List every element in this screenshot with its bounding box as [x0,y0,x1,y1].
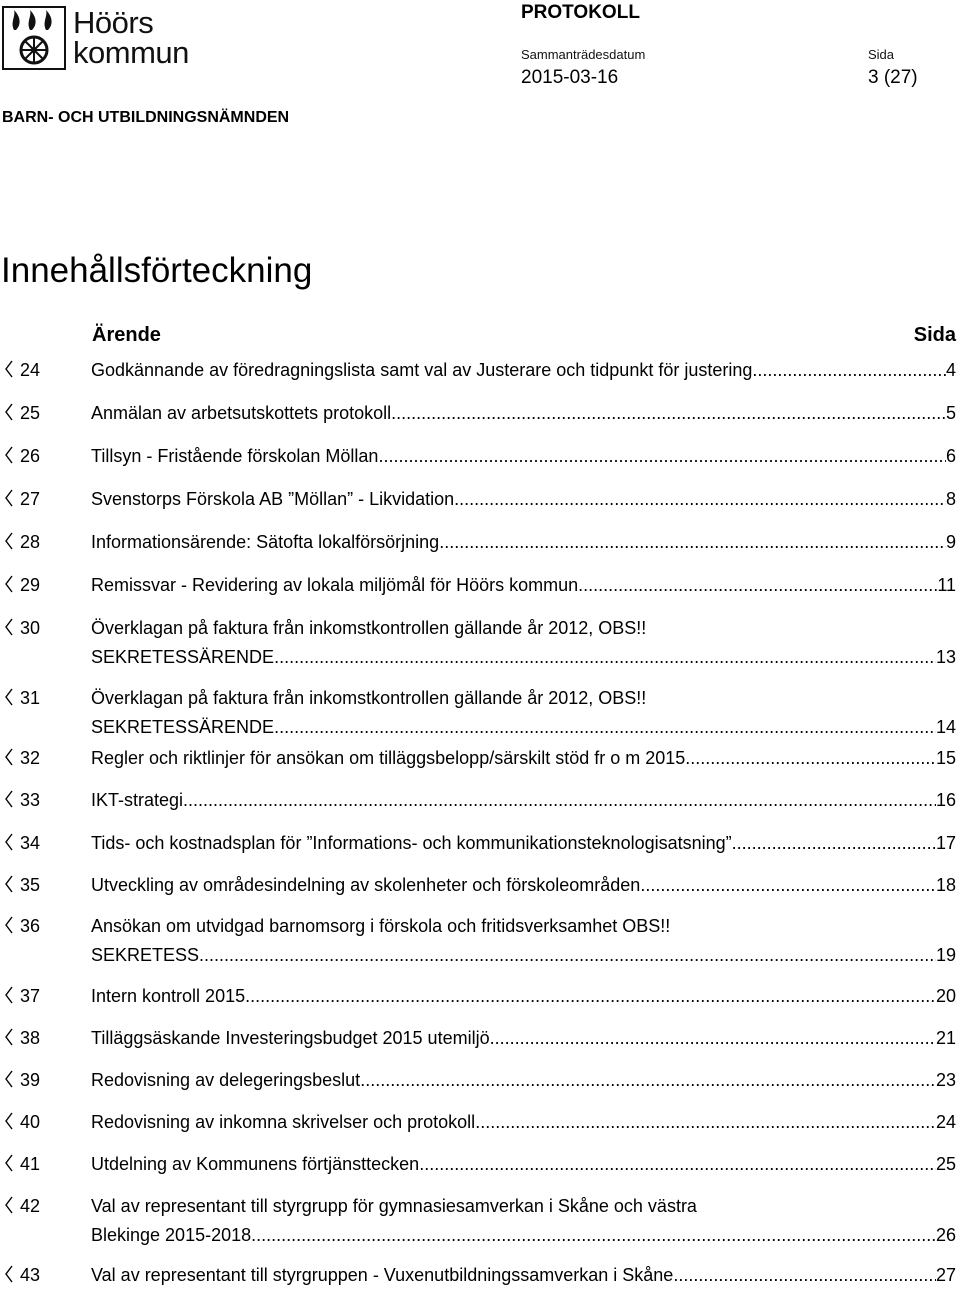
toc-entry-line [91,402,956,424]
toc-entry-page: 17 [935,833,956,853]
toc-entry-title: Svenstorps Förskola AB ”Möllan” - Likvidation [91,489,455,509]
toc-bracket-icon [2,874,14,914]
toc-bracket-icon [2,789,14,829]
toc-entry-page: 14 [935,717,956,737]
toc-entry-number: 29 [20,575,41,595]
toc-entry[interactable] [0,985,960,1005]
toc-entry-title: Utdelning av Kommunens förtjänsttecken [91,1154,420,1174]
toc-dot-leader [360,1069,936,1091]
toc-entry-page: 4 [945,360,956,380]
toc-bracket-icon [2,1069,14,1109]
toc-entry-page: 25 [935,1154,956,1174]
toc-entry-title: Godkännande av föredragningslista samt val av Justerare och tidpunkt för justering [91,360,753,380]
toc-bracket-icon [2,574,14,614]
toc-dot-leader [419,1153,936,1175]
toc-dot-leader [274,716,936,738]
toc-entry-page: 24 [935,1112,956,1132]
toc-entry-number: 36 [20,916,41,936]
document-type: PROTOKOLL [521,2,640,23]
toc-entry[interactable] [0,687,960,737]
toc-dot-leader [475,1111,936,1133]
toc-entry-title: Tids- och kostnadsplan för ”Informations- och kommunikationsteknologisatsning” [91,833,732,853]
toc-entry-line-continued [91,1195,956,1217]
toc-entry-line [91,944,956,966]
toc-entry-title: Informationsärende: Sätofta lokalförsörjning [91,532,440,552]
toc-entry-line [91,1111,956,1133]
toc-dot-leader [245,985,936,1007]
toc-dot-leader [583,574,937,596]
toc-entry-line [91,531,956,553]
toc-entry-page: 15 [935,748,956,768]
toc-entry-number: 42 [20,1196,41,1216]
toc-entry-page: 21 [935,1028,956,1048]
toc-entry-title: SEKRETESS [91,945,200,965]
toc-dot-leader [378,445,946,467]
toc-dot-leader [274,646,936,668]
toc-entry-page: 5 [945,403,956,423]
toc-entry-title: Redovisning av delegeringsbeslut [91,1070,361,1090]
toc-entry[interactable] [0,1069,960,1089]
toc-entry-line [91,1027,956,1049]
toc-bracket-icon [2,687,14,727]
toc-entry-line-continued [91,687,956,709]
toc-entry-line [91,874,956,896]
toc-entry-number: 40 [20,1112,41,1132]
page-value: 3 (27) [868,67,918,88]
toc-entry-title: Blekinge 2015-2018 [91,1225,252,1245]
toc-entry-page: 26 [935,1225,956,1245]
toc-entry-page: 11 [937,575,956,595]
toc-entry-line [91,1153,956,1175]
toc-bracket-icon [2,1027,14,1067]
toc-entry-title: Överklagan på faktura från inkomstkontrollen gällande år 2012, OBS!! [91,618,647,638]
toc-entry-title: Remissvar - Revidering av lokala miljömål för Höörs kommun. [91,575,584,595]
toc-entry[interactable] [0,531,960,551]
column-header-page: Sida [913,324,956,346]
toc-entry[interactable] [0,488,960,508]
toc-bracket-icon [2,1111,14,1151]
toc-entry-title: SEKRETESSÄRENDE [91,647,275,667]
column-header-subject: Ärende [92,324,161,346]
toc-entry-number: 31 [20,688,41,708]
toc-dot-leader [391,402,946,424]
toc-bracket-icon [2,531,14,571]
toc-entry-number: 38 [20,1028,41,1048]
toc-entry-line [91,445,956,467]
toc-entry[interactable] [0,574,960,594]
hoor-kommun-logo [0,4,215,72]
toc-entry-title: Val av representant till styrgrupp för gymnasiesamverkan i Skåne och västra [91,1196,697,1216]
toc-dot-leader [752,359,946,381]
toc-entry-title: Utveckling av områdesindelning av skolenheter och förskoleområden [91,875,641,895]
toc-entry-line [91,359,956,381]
toc-entry[interactable] [0,874,960,894]
meeting-date-value: 2015-03-16 [521,67,619,88]
toc-entry-number: 37 [20,986,41,1006]
toc-entry-number: 27 [20,489,41,509]
toc-entry-line [91,488,956,510]
toc-dot-leader [685,747,936,769]
toc-bracket-icon [2,985,14,1025]
toc-entry-line [91,646,956,668]
toc-entry-page: 23 [935,1070,956,1090]
toc-entry[interactable] [0,445,960,465]
toc-entry-number: 43 [20,1265,41,1285]
board-name: BARN- OCH UTBILDNINGSNÄMNDEN [2,109,290,126]
logo-line-2: kommun [73,35,189,70]
toc-entry-number: 24 [20,360,41,380]
meeting-date-label: Sammanträdesdatum [521,47,646,62]
toc-entry-page: 8 [945,489,956,509]
toc-entry-page: 13 [935,647,956,667]
toc-dot-leader [439,531,946,553]
toc-entry[interactable] [0,617,960,667]
toc-entry-title: IKT-strategi [91,790,184,810]
toc-entry-line [91,985,956,1007]
toc-entry-title: Ansökan om utvidgad barnomsorg i förskola och fritidsverksamhet OBS!! [91,916,671,936]
page-label: Sida [868,47,895,62]
toc-entry[interactable] [0,402,960,422]
toc-entry-page: 18 [935,875,956,895]
toc-bracket-icon [2,617,14,657]
toc-bracket-icon [2,402,14,442]
toc-bracket-icon [2,359,14,399]
toc-bracket-icon [2,1264,14,1304]
toc-bracket-icon [2,1153,14,1193]
toc-dot-leader [183,789,936,811]
toc-entry-title: Val av representant till styrgruppen - Vuxenutbildningssamverkan i Skåne [91,1265,674,1285]
toc-entry-page: 16 [935,790,956,810]
toc-entry-line [91,1224,956,1246]
toc-entry-title: Redovisning av inkomna skrivelser och protokoll [91,1112,476,1132]
toc-entry[interactable] [0,1153,960,1173]
toc-entry-title: Tillsyn - Fristående förskolan Möllan [91,446,379,466]
toc-entry-line [91,832,956,854]
toc-bracket-icon [2,488,14,528]
toc-entry[interactable] [0,359,960,379]
toc-entry-title: Intern kontroll 2015 [91,986,246,1006]
toc-dot-leader [673,1264,936,1286]
toc-bracket-icon [2,445,14,485]
toc-entry-line [91,1069,956,1091]
toc-entry[interactable] [0,832,960,852]
toc-entry-title: Tilläggsäskande Investeringsbudget 2015 utemiljö [91,1028,490,1048]
toc-entry-number: 33 [20,790,41,810]
toc-entry-page: 6 [945,446,956,466]
toc-dot-leader [199,944,936,966]
toc-entry-line-continued [91,617,956,639]
toc-entry-number: 41 [20,1154,41,1174]
toc-entry-page: 19 [935,945,956,965]
toc-dot-leader [640,874,936,896]
toc-entry-number: 28 [20,532,41,552]
toc-dot-leader [251,1224,936,1246]
municipal-coat-of-arms-icon [2,6,68,72]
toc-entry-line [91,747,956,769]
toc-entry-line [91,716,956,738]
toc-entry-number: 32 [20,748,41,768]
toc-entry-number: 39 [20,1070,41,1090]
toc-entry-title: Anmälan av arbetsutskottets protokoll [91,403,392,423]
toc-entry-line [91,1264,956,1286]
toc-entry-title: SEKRETESSÄRENDE [91,717,275,737]
toc-entry-number: 34 [20,833,41,853]
toc-entry-line [91,574,956,596]
toc-entry-page: 9 [945,532,956,552]
toc-entry[interactable] [0,789,960,809]
toc-entry-number: 26 [20,446,41,466]
toc-bracket-icon [2,747,14,787]
toc-dot-leader [732,832,936,854]
toc-title: Innehållsförteckning [1,251,313,290]
toc-entry[interactable] [0,1264,960,1284]
toc-dot-leader [454,488,946,510]
toc-entry-number: 30 [20,618,41,638]
toc-entry-page: 27 [935,1265,956,1285]
toc-entry-line-continued [91,915,956,937]
toc-entry[interactable] [0,1027,960,1047]
toc-bracket-icon [2,915,14,955]
toc-entry[interactable] [0,1195,960,1245]
toc-entry-title: Överklagan på faktura från inkomstkontrollen gällande år 2012, OBS!! [91,688,647,708]
toc-bracket-icon [2,1195,14,1235]
logo-wordmark [73,5,189,70]
toc-entry-page: 20 [935,986,956,1006]
toc-entry-line [91,789,956,811]
logo-line-1: Höörs [73,5,154,40]
toc-entry[interactable] [0,747,960,767]
toc-bracket-icon [2,832,14,872]
toc-entry-number: 25 [20,403,41,423]
toc-entry[interactable] [0,915,960,965]
toc-entry[interactable] [0,1111,960,1131]
toc-entry-number: 35 [20,875,41,895]
toc-dot-leader [490,1027,936,1049]
toc-entry-title: Regler och riktlinjer för ansökan om tilläggsbelopp/särskilt stöd fr o m 2015 [91,748,686,768]
